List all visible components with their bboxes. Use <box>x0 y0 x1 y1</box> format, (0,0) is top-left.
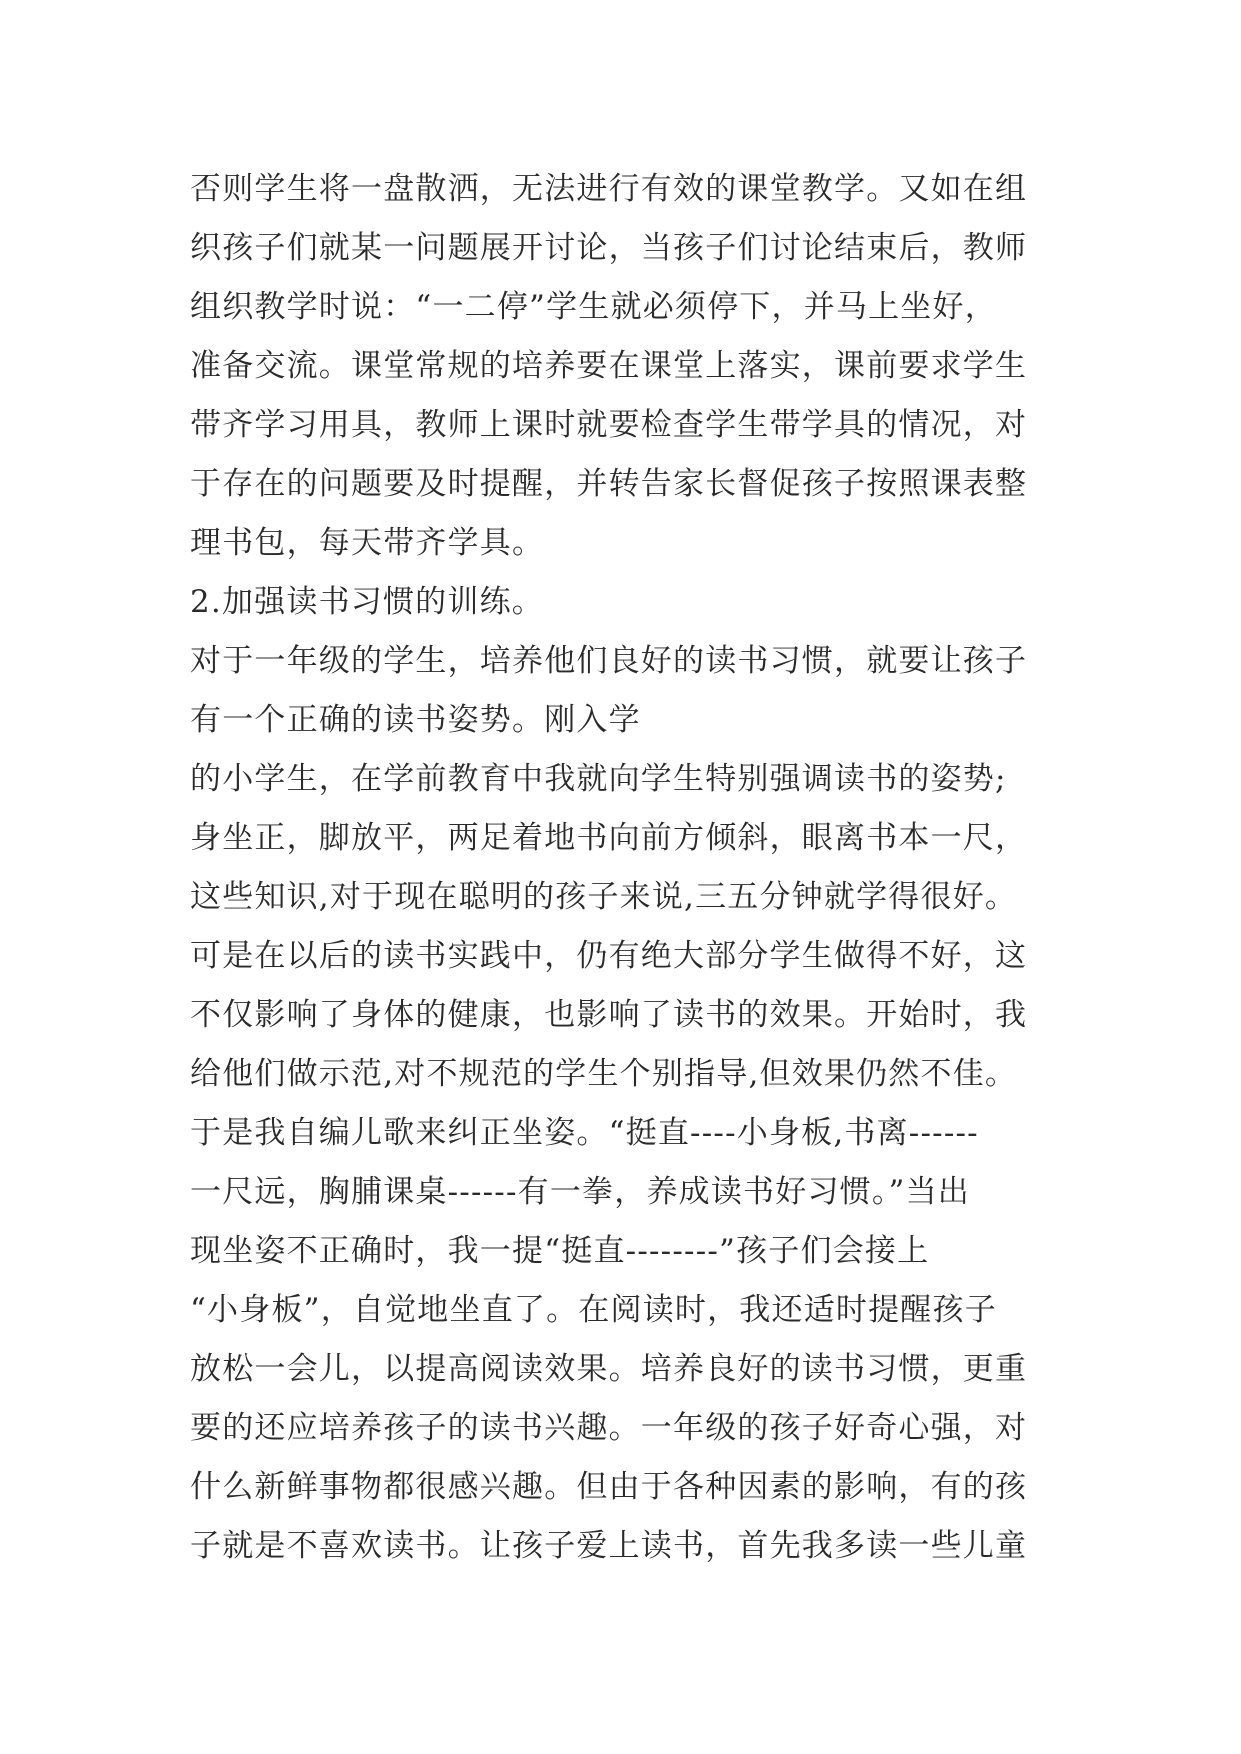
text-line: 组织教学时说：“一二停”学生就必须停下，并马上坐好， <box>190 289 997 325</box>
text-line: 身坐正，脚放平，两足着地书向前方倾斜，眼离书本一尺， <box>190 820 1028 856</box>
text-line: 的小学生，在学前教育中我就向学生特别强调读书的姿势; <box>190 761 1007 797</box>
text-line: 对于一年级的学生，培养他们良好的读书习惯，就要让孩子 <box>190 643 1028 679</box>
text-line: 可是在以后的读书实践中，仍有绝大部分学生做得不好，这 <box>190 938 1028 974</box>
text-line: 什么新鲜事物都很感兴趣。但由于各种因素的影响，有的孩 <box>190 1469 1028 1505</box>
text-line: 带齐学习用具，教师上课时就要检查学生带学具的情况，对 <box>190 407 1028 443</box>
text-line: 理书包，每天带齐学具。 <box>190 525 545 561</box>
text-line: 这些知识,对于现在聪明的孩子来说,三五分钟就学得很好。 <box>190 879 1018 915</box>
text-line: 一尺远，胸脯课桌------有一拳，养成读书好习惯。”当出 <box>190 1174 970 1210</box>
text-line: 于是我自编儿歌来纠正坐姿。“挺直----小身板,书离------ <box>190 1115 979 1151</box>
text-line: 放松一会儿，以提高阅读效果。培养良好的读书习惯，更重 <box>190 1351 1028 1387</box>
text-line: 要的还应培养孩子的读书兴趣。一年级的孩子好奇心强，对 <box>190 1410 1028 1446</box>
text-line: 给他们做示范,对不规范的学生个别指导,但效果仍然不佳。 <box>190 1056 1018 1092</box>
body-text <box>190 160 1070 1576</box>
text-line: 否则学生将一盘散洒，无法进行有效的课堂教学。又如在组 <box>190 171 1028 207</box>
text-line: 有一个正确的读书姿势。刚入学 <box>190 702 641 738</box>
text-line: 准备交流。课堂常规的培养要在课堂上落实，课前要求学生 <box>190 348 1028 384</box>
text-line: 不仅影响了身体的健康，也影响了读书的效果。开始时，我 <box>190 997 1028 1033</box>
text-line: 现坐姿不正确时，我一提“挺直--------”孩子们会接上 <box>190 1233 930 1269</box>
text-line: 织孩子们就某一问题展开讨论，当孩子们讨论结束后，教师 <box>190 230 1028 266</box>
text-line: 于存在的问题要及时提醒，并转告家长督促孩子按照课表整 <box>190 466 1028 502</box>
section-heading: 2.加强读书习惯的训练。 <box>190 584 544 620</box>
text-line: 子就是不喜欢读书。让孩子爱上读书，首先我多读一些儿童 <box>190 1528 1028 1564</box>
text-line: “小身板”，自觉地坐直了。在阅读时，我还适时提醒孩子 <box>190 1292 997 1328</box>
